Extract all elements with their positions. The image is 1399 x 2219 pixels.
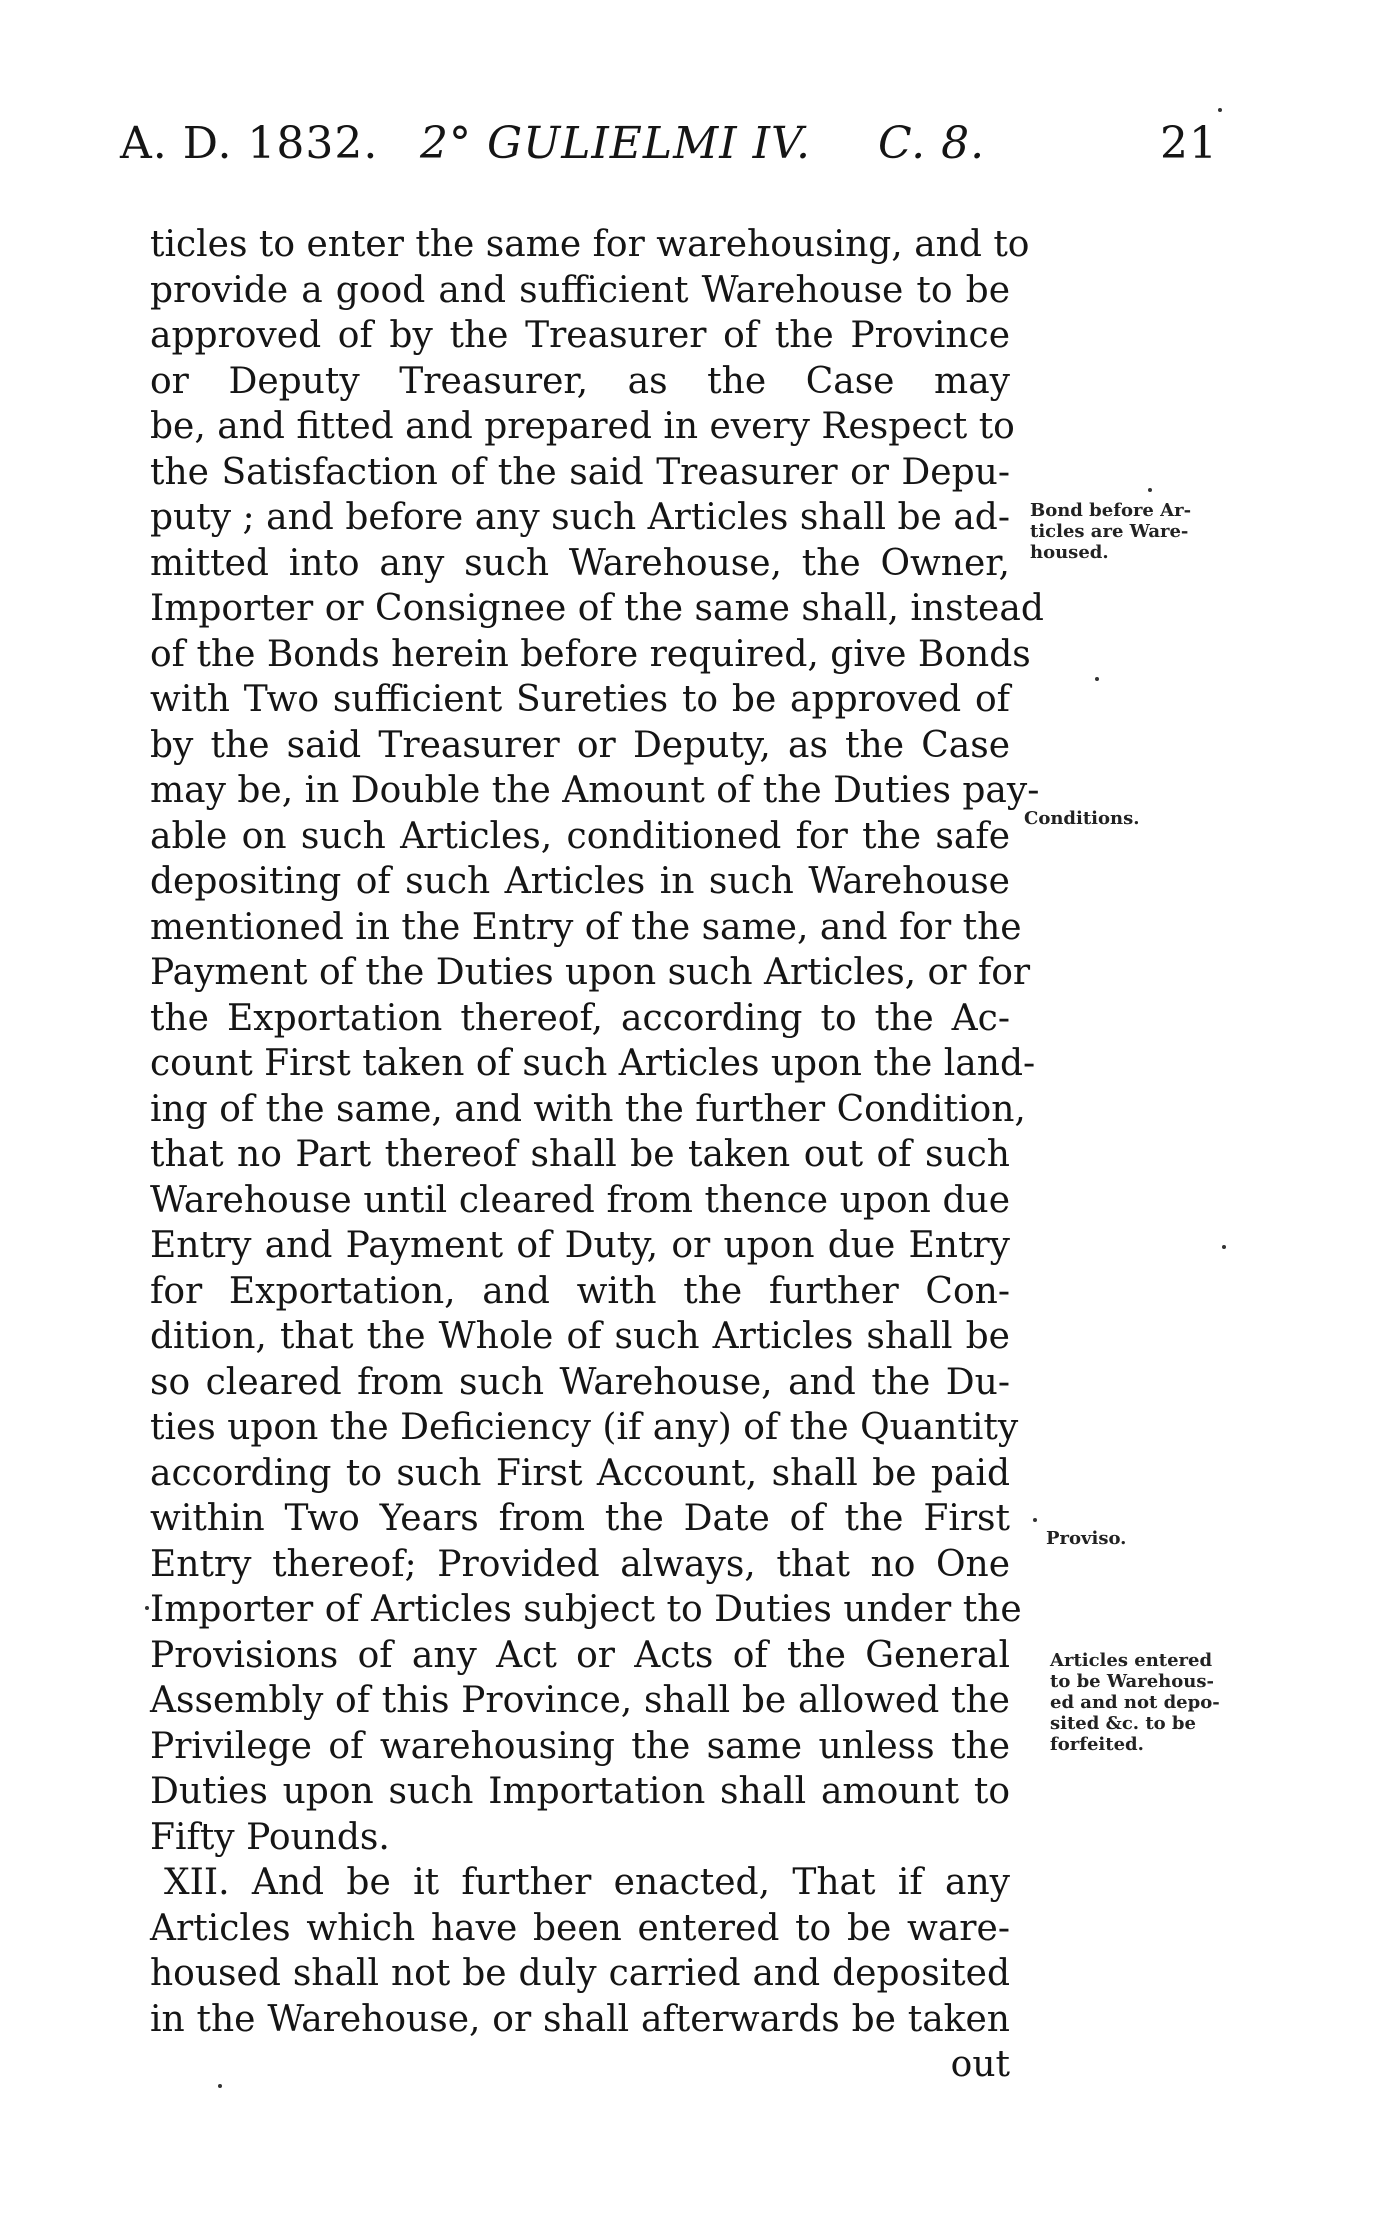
scan-speck	[1218, 108, 1222, 112]
scan-speck	[1033, 1518, 1037, 1522]
margin-note-line: forfeited.	[1050, 1734, 1144, 1755]
margin-note-bond	[1030, 500, 1191, 563]
body-line: able on such Articles, conditioned for the safe	[150, 815, 1010, 857]
body-line: the Exportation thereof, according to the Ac-	[150, 997, 1010, 1039]
body-line: Warehouse until cleared from thence upon due	[150, 1179, 1010, 1221]
margin-note-line: housed.	[1030, 542, 1109, 563]
body-line: Importer of Articles subject to Duties under the	[150, 1589, 1022, 1630]
margin-note-line: Conditions.	[1024, 808, 1140, 829]
body-line: Articles which have been entered to be ware-	[150, 1907, 1010, 1949]
body-line: Entry and Payment of Duty, or upon due Entry	[150, 1225, 1010, 1266]
section-heading-line: XII. And be it further enacted, That if any	[164, 1862, 1010, 1903]
body-line: depositing of such Articles in such Warehouse	[150, 861, 1010, 902]
header-year: A. D. 1832.	[120, 118, 379, 169]
header-chapter: C. 8.	[878, 118, 986, 169]
body-line: with Two sufficient Sureties to be approved of	[150, 679, 1010, 720]
body-line: ticles to enter the same for warehousing, and to	[150, 224, 1030, 265]
scan-speck	[145, 1606, 149, 1610]
body-line: housed shall not be duly carried and deposited	[150, 1953, 1010, 1994]
body-text	[150, 222, 1044, 2088]
body-line: mentioned in the Entry of the same, and for the	[150, 906, 1022, 948]
scan-speck	[1148, 488, 1152, 492]
body-line: the Satisfaction of the said Treasurer or Depu-	[150, 451, 1010, 493]
page-number: 21	[1160, 118, 1218, 169]
body-line: puty ; and before any such Articles shall be ad-	[150, 497, 1010, 538]
body-line: by the said Treasurer or Deputy, as the Case	[150, 724, 1010, 766]
scan-speck	[1222, 1245, 1226, 1249]
body-line: Provisions of any Act or Acts of the General	[150, 1634, 1010, 1676]
body-line: within Two Years from the Date of the First	[150, 1498, 1010, 1539]
body-line: ing of the same, and with the further Condition,	[150, 1088, 1026, 1130]
margin-note-line: to be Warehous-	[1050, 1671, 1214, 1692]
running-header	[120, 118, 1220, 168]
body-line: count First taken of such Articles upon the land-	[150, 1043, 1036, 1084]
body-line: Assembly of this Province, shall be allowed the	[150, 1680, 1010, 1721]
body-line: Importer or Consignee of the same shall, instead	[150, 588, 1044, 629]
body-line: that no Part thereof shall be taken out of such	[150, 1134, 1010, 1175]
body-line: approved of by the Treasurer of the Province	[150, 315, 1010, 356]
body-line: Entry thereof; Provided always, that no One	[150, 1543, 1010, 1585]
catchword: out	[950, 2044, 1010, 2085]
body-line: in the Warehouse, or shall afterwards be taken	[150, 1998, 1010, 2040]
body-line: or Deputy Treasurer, as the Case may	[150, 360, 1010, 402]
header-title: 2° GULIELMI IV.	[420, 118, 812, 169]
scan-speck	[1095, 677, 1099, 681]
body-line: dition, that the Whole of such Articles shall be	[150, 1316, 1010, 1357]
body-line: Privilege of warehousing the same unless the	[150, 1725, 1010, 1767]
margin-note-line: Bond before Ar-	[1030, 500, 1192, 521]
body-line: Duties upon such Importation shall amount to	[150, 1771, 1010, 1812]
margin-note-line: Proviso.	[1046, 1528, 1127, 1549]
margin-note-line: ticles are Ware-	[1030, 521, 1189, 542]
body-line: provide a good and sufficient Warehouse to be	[150, 269, 1010, 311]
body-line: mitted into any such Warehouse, the Owner,	[150, 542, 1010, 584]
body-line: may be, in Double the Amount of the Duties pay-	[150, 770, 1040, 811]
body-line: Payment of the Duties upon such Articles, or for	[150, 952, 1031, 993]
body-line: ties upon the Deficiency (if any) of the Quantity	[150, 1407, 1019, 1448]
scan-speck	[218, 2084, 222, 2088]
body-line: of the Bonds herein before required, give Bonds	[150, 633, 1031, 675]
body-line: be, and fitted and prepared in every Respect to	[150, 406, 1015, 447]
body-line: for Exportation, and with the further Con-	[150, 1270, 1010, 1312]
margin-note-conditions	[1024, 808, 1140, 829]
margin-note-line: Articles entered	[1050, 1650, 1213, 1671]
margin-note-proviso	[1046, 1528, 1126, 1549]
body-line: according to such First Account, shall be paid	[150, 1452, 1010, 1494]
margin-note-line: sited &c. to be	[1050, 1713, 1196, 1734]
body-line: Fifty Pounds.	[150, 1816, 390, 1858]
margin-note-line: ed and not depo-	[1050, 1692, 1220, 1713]
margin-note-articles	[1050, 1650, 1220, 1755]
body-line: so cleared from such Warehouse, and the Du-	[150, 1361, 1010, 1403]
